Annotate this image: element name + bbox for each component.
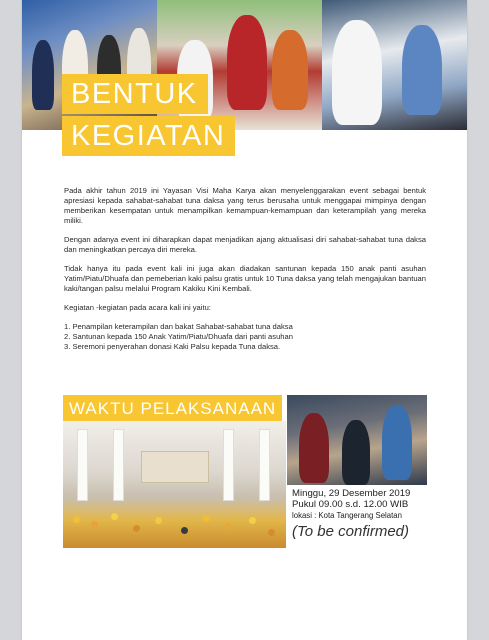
crowd-person [111, 513, 118, 520]
list-item: 3. Seremoni penyerahan donasi Kaki Palsu kepada Tuna daksa. [64, 342, 281, 351]
person-figure [32, 40, 54, 110]
pillar [77, 429, 88, 501]
crowd-person [133, 525, 140, 532]
crowd-person [203, 515, 210, 522]
person-figure [227, 15, 267, 110]
stage-backdrop [141, 451, 209, 483]
title-kegiatan: KEGIATAN [62, 116, 235, 156]
document-page [22, 0, 467, 640]
schedule-location: lokasi : Kota Tangerang Selatan [292, 511, 402, 520]
person-figure [272, 30, 308, 110]
paragraph-purpose: Dengan adanya event ini diharapkan dapat menjadikan ajang aktualisasi diri sahabat-sahabat tuna daksa dan meningkatkan percaya diri mereka. [64, 235, 426, 254]
crowd-person [91, 521, 98, 528]
crowd-person [268, 529, 275, 536]
pillar [259, 429, 270, 501]
person-figure [332, 20, 382, 125]
paragraph-intro: Pada akhir tahun 2019 ini Yayasan Visi Maha Karya akan menyelenggarakan event sebagai bentuk apresiasi kepada sahabat-sahabat tuna daksa yang terus berusaha untuk menggapai mimpinya dengan memberikan kesempatan untuk menampilkan kemampuan-kemampuan dan keterampilah yang mereka miliki. [64, 186, 426, 225]
person-figure [299, 413, 329, 483]
list-item: 2. Santunan kepada 150 Anak Yatim/Piatu/Dhuafa dari panti asuhan [64, 332, 293, 341]
paragraph-list-intro: Kegiatan -kegiatan pada acara kali ini yaitu: [64, 303, 211, 312]
title-bentuk: BENTUK [62, 74, 208, 114]
schedule-note: (To be confirmed) [292, 523, 409, 540]
title-waktu-pelaksanaan: WAKTU PELAKSANAAN [63, 395, 282, 422]
paragraph-santunan: Tidak hanya itu pada event kali ini juga akan diadakan santunan kepada 150 anak panti asuhan Yatim/Piatu/Dhuafa dan pemeberian kaki palsu gratis untuk 10 Tuna daksa yang telah mengajukan bantuan kaki/tangan palsu melalui Program Kakiku Kini Kembali. [64, 264, 426, 293]
crowd-person [155, 517, 162, 524]
photo-prosthetic-handover [287, 395, 427, 485]
schedule-info [292, 488, 442, 542]
header-photo-child-fitting [322, 0, 467, 130]
activity-list [64, 322, 426, 352]
schedule-time: Pukul 09.00 s.d. 12.00 WIB [292, 499, 409, 510]
crowd-person [181, 527, 188, 534]
list-item: 1. Penampilan keterampilan dan bakat Sahabat-sahabat tuna daksa [64, 322, 293, 331]
crowd-person [73, 516, 80, 523]
person-figure [342, 420, 370, 485]
photo-group-event-hall [63, 421, 286, 548]
activity-description [64, 186, 426, 352]
pillar [113, 429, 124, 501]
schedule-date: Minggu, 29 Desember 2019 [292, 488, 411, 499]
crowd-person [225, 523, 232, 530]
crowd-person [249, 517, 256, 524]
pillar [223, 429, 234, 501]
person-figure [382, 405, 412, 480]
person-figure [402, 25, 442, 115]
